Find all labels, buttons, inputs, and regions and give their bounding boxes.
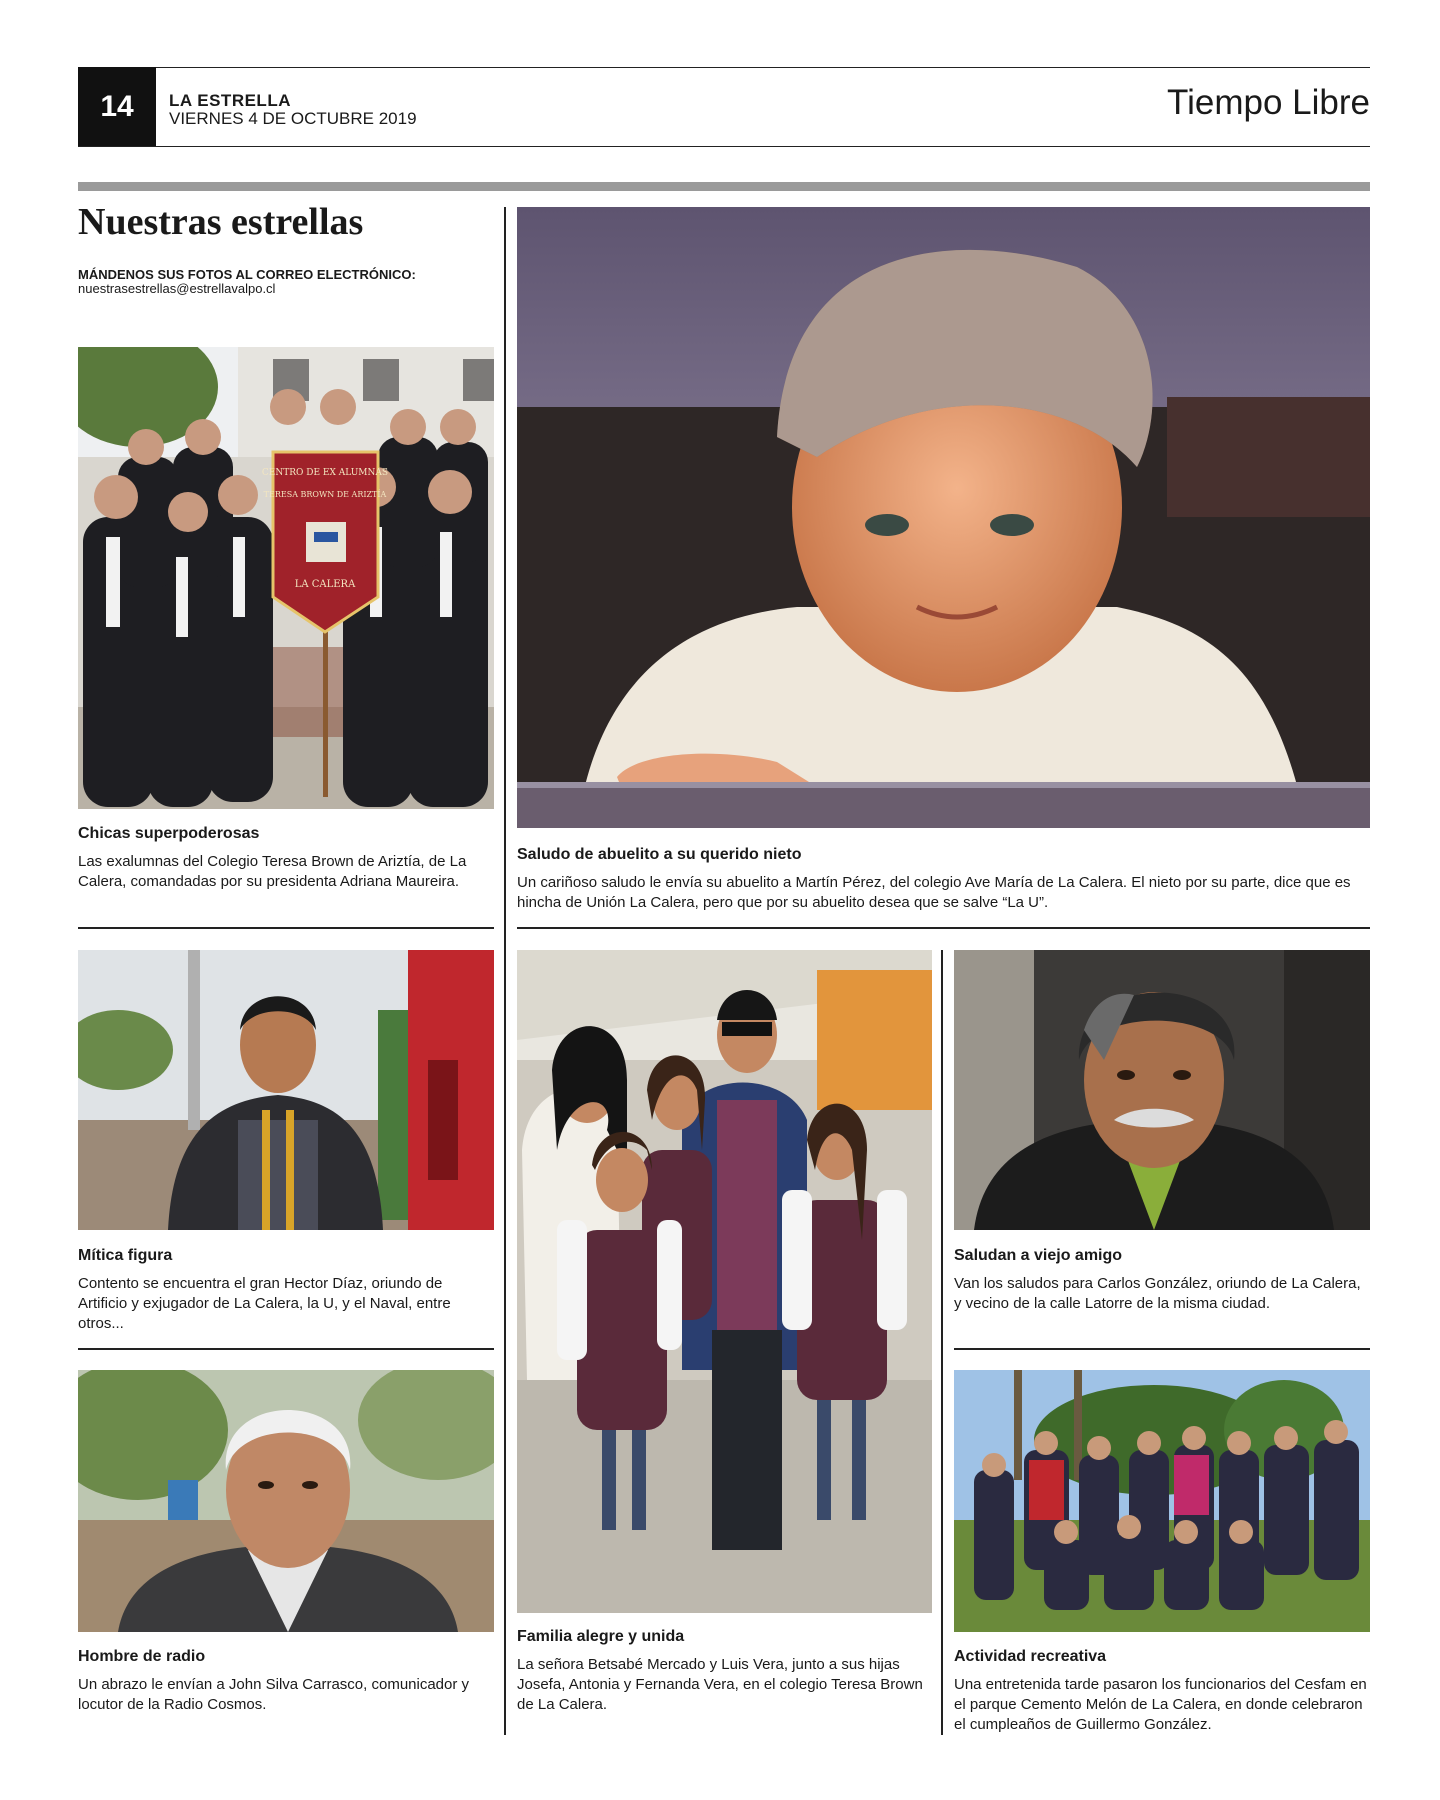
caption-title-chicas: Chicas superpoderosas xyxy=(78,825,260,842)
photo-nieto xyxy=(517,207,1370,828)
column-email[interactable]: nuestrasestrellas@estrellavalpo.cl xyxy=(78,281,276,296)
divider-mitica xyxy=(78,1348,494,1350)
caption-text-mitica: Contento se encuentra el gran Hector Díaz, oriundo de Artificio y exjugador de La Calera, la U, y el Naval, entre otros... xyxy=(78,1275,451,1332)
caption-text-radio: Un abrazo le envían a John Silva Carrasco, comunicador y locutor de la Radio Cosmos. xyxy=(78,1676,470,1713)
caption-text-actividad: Una entretenida tarde pasaron los funcionarios del Cesfam en el parque Cemento Melón de La Calera, en donde celebraron el cumpleaños de Guillermo González. xyxy=(954,1676,1367,1733)
issue-date: VIERNES 4 DE OCTUBRE 2019 xyxy=(169,109,417,128)
column-divider-left xyxy=(504,207,506,1735)
caption-title-abuelito: Saludo de abuelito a su querido nieto xyxy=(517,846,802,863)
caption-title-radio: Hombre de radio xyxy=(78,1648,206,1665)
column-title: Nuestras estrellas xyxy=(78,201,364,243)
photo-exalumnas xyxy=(78,347,494,809)
caption-title-mitica: Mítica figura xyxy=(78,1247,173,1264)
banner-line-3: LA CALERA xyxy=(294,579,356,590)
caption-text-chicas: Las exalumnas del Colegio Teresa Brown de Ariztía, de La Calera, comandadas por su presidenta Adriana Maureira. xyxy=(78,853,467,890)
caption-title-actividad: Actividad recreativa xyxy=(954,1648,1107,1665)
page-number: 14 xyxy=(78,67,156,147)
header-top-rule xyxy=(78,67,1370,68)
paper-name: LA ESTRELLA xyxy=(169,91,291,110)
banner-line-1: CENTRO DE EX ALUMNAS xyxy=(261,468,389,478)
caption-text-familia: La señora Betsabé Mercado y Luis Vera, junto a sus hijas Josefa, Antonia y Fernanda Vera, en el colegio Teresa Brown de La Calera. xyxy=(517,1656,923,1713)
photo-john-silva xyxy=(78,1370,494,1632)
caption-title-familia: Familia alegre y unida xyxy=(517,1628,685,1645)
caption-text-amigo: Van los saludos para Carlos González, oriundo de La Calera, y vecino de la calle Latorre de la misma ciudad. xyxy=(954,1275,1361,1312)
divider-abuelito xyxy=(517,927,1370,929)
divider-amigo xyxy=(954,1348,1370,1350)
photo-cesfam-grupo xyxy=(954,1370,1370,1632)
photo-carlos-gonzalez xyxy=(954,950,1370,1230)
column-divider-right xyxy=(941,950,943,1735)
section-bar xyxy=(78,182,1370,191)
header-bottom-rule xyxy=(78,146,1370,147)
column-subtitle-label: MÁNDENOS SUS FOTOS AL CORREO ELECTRÓNICO: xyxy=(78,267,416,282)
photo-familia xyxy=(517,950,932,1613)
caption-title-amigo: Saludan a viejo amigo xyxy=(954,1247,1123,1264)
caption-text-abuelito: Un cariñoso saludo le envía su abuelito a Martín Pérez, del colegio Ave María de La Calera. El nieto por su parte, dice que es hincha de Unión La Calera, pero que por su abuelito desea que se salve “La U”. xyxy=(517,874,1351,911)
section-title: Tiempo Libre xyxy=(1167,83,1370,122)
photo-hector-diaz xyxy=(78,950,494,1230)
divider-chicas xyxy=(78,927,494,929)
banner-line-2: TERESA BROWN DE ARIZTÍA xyxy=(263,490,387,499)
